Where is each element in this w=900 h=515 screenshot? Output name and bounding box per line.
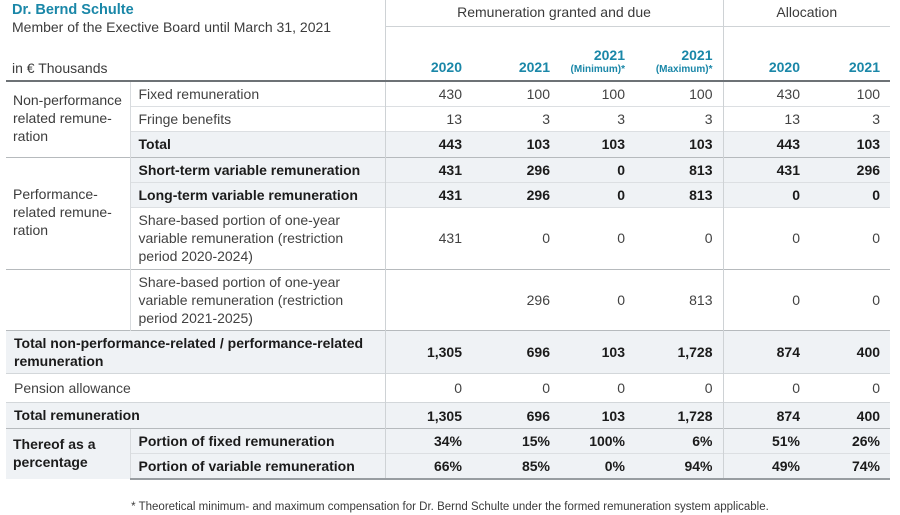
row-label: Portion of variable remuneration [130, 453, 385, 479]
table-row [6, 107, 890, 132]
value-cell: 85% [472, 453, 560, 479]
value-cell: 51% [723, 428, 810, 453]
row-group-non-performance: Non-performance related remune-ration [13, 92, 122, 145]
value-cell: 400 [810, 403, 890, 428]
row-label: Long-term variable remuneration [130, 182, 385, 207]
value-cell: 94% [635, 453, 723, 479]
table-row [6, 453, 890, 479]
row-group-empty [6, 269, 130, 331]
row-group-percentage: Thereof as a percentage [6, 428, 130, 479]
value-cell: 3 [635, 107, 723, 132]
value-cell: 0 [560, 374, 635, 403]
value-cell: 400 [810, 331, 890, 374]
row-label: Portion of fixed remuneration [130, 428, 385, 453]
value-cell: 0 [810, 207, 890, 269]
value-cell: 103 [560, 403, 635, 428]
value-cell: 3 [810, 107, 890, 132]
value-cell: 813 [635, 182, 723, 207]
table-row [6, 269, 890, 331]
value-cell: 1,305 [385, 331, 472, 374]
value-cell: 0 [723, 207, 810, 269]
value-cell: 296 [472, 182, 560, 207]
value-cell: 3 [560, 107, 635, 132]
table-row [6, 403, 890, 428]
row-label: Pension allowance [6, 374, 385, 403]
row-label: Total non-performance-related / performance-related remuneration [6, 331, 385, 374]
table-row [6, 157, 890, 182]
column-group-remuneration: Remuneration granted and due [385, 0, 723, 26]
value-cell: 49% [723, 453, 810, 479]
value-cell: 13 [385, 107, 472, 132]
allocation-year-header-2021: 2021 [810, 26, 890, 81]
value-cell: 3 [472, 107, 560, 132]
year-header-2020: 2020 [385, 26, 472, 81]
value-cell: 296 [472, 157, 560, 182]
value-cell: 34% [385, 428, 472, 453]
value-cell: 0 [810, 182, 890, 207]
value-cell: 813 [635, 157, 723, 182]
value-cell: 0 [560, 157, 635, 182]
value-cell: 66% [385, 453, 472, 479]
value-cell [385, 269, 472, 331]
table-row [6, 132, 890, 157]
row-label: Total remuneration [6, 403, 385, 428]
value-cell: 0 [635, 374, 723, 403]
value-cell: 874 [723, 403, 810, 428]
value-cell: 1,728 [635, 403, 723, 428]
value-cell: 443 [723, 132, 810, 157]
value-cell: 431 [385, 157, 472, 182]
value-cell: 103 [810, 132, 890, 157]
value-cell: 103 [560, 331, 635, 374]
value-cell: 443 [385, 132, 472, 157]
value-cell: 6% [635, 428, 723, 453]
value-cell: 430 [385, 81, 472, 107]
column-group-allocation: Allocation [723, 0, 890, 26]
value-cell: 13 [723, 107, 810, 132]
value-cell: 26% [810, 428, 890, 453]
value-cell: 0 [723, 269, 810, 331]
table-row [6, 374, 890, 403]
row-label: Fixed remuneration [130, 81, 385, 107]
value-cell: 100 [601, 86, 625, 103]
value-cell: 696 [472, 403, 560, 428]
table-row [6, 428, 890, 453]
value-cell: 696 [472, 331, 560, 374]
value-cell: 1,728 [635, 331, 723, 374]
value-cell: 1,305 [385, 403, 472, 428]
value-cell: 100% [560, 428, 635, 453]
value-cell: 296 [472, 269, 560, 331]
table-row [6, 207, 890, 269]
value-cell: 0% [560, 453, 635, 479]
footnote: * Theoretical minimum- and maximum compensation for Dr. Bernd Schulte under the formed remuneration system applicable. [131, 501, 769, 513]
value-cell: 431 [385, 207, 472, 269]
value-cell: 103 [472, 132, 560, 157]
value-cell: 103 [560, 132, 635, 157]
table-row [6, 331, 890, 374]
table-title-block [6, 0, 385, 81]
allocation-year-header-2020: 2020 [723, 26, 810, 81]
value-cell: 103 [635, 132, 723, 157]
table-row [6, 81, 890, 107]
value-cell: 0 [810, 374, 890, 403]
table-row [6, 182, 890, 207]
value-cell: 0 [385, 374, 472, 403]
value-cell: 0 [810, 269, 890, 331]
value-cell: 0 [723, 374, 810, 403]
value-cell: 431 [723, 157, 810, 182]
row-group-performance: Performance-related remune-ration [6, 157, 130, 269]
row-label: Short-term variable remuneration [130, 157, 385, 182]
row-label: Total [130, 132, 385, 157]
value-cell: 430 [723, 81, 810, 107]
value-cell: 15% [472, 428, 560, 453]
value-cell: 296 [810, 157, 890, 182]
year-header-2021-maximum: 2021 (Maximum)* [635, 26, 723, 81]
value-cell: 0 [560, 182, 635, 207]
value-cell: 874 [723, 331, 810, 374]
year-header-2021: 2021 [472, 26, 560, 81]
value-cell: 0 [723, 182, 810, 207]
person-name: Dr. Bernd Schulte [12, 2, 134, 18]
value-cell: 0 [472, 374, 560, 403]
year-header-2021-minimum: 2021 (Minimum)* [560, 26, 635, 81]
value-cell: 813 [635, 269, 723, 331]
person-role: Member of the Exective Board until March 31, 2021 [12, 18, 332, 35]
remuneration-table [6, 0, 890, 480]
value-cell: 74% [810, 453, 890, 479]
row-label: Share-based portion of one-year variable remuneration (restriction period 2020-2024) [130, 207, 385, 269]
value-cell: 0 [635, 207, 723, 269]
value-cell: 431 [385, 182, 472, 207]
value-cell: 100 [689, 86, 713, 103]
value-cell: 0 [560, 207, 635, 269]
row-label: Fringe benefits [130, 107, 385, 132]
value-cell: 0 [472, 207, 560, 269]
value-cell: 100 [526, 86, 550, 103]
row-label: Share-based portion of one-year variable remuneration (restriction period 2021-2025) [130, 269, 385, 331]
value-cell: 100 [856, 86, 881, 103]
value-cell: 0 [560, 269, 635, 331]
unit-label: in € Thousands [12, 60, 108, 76]
